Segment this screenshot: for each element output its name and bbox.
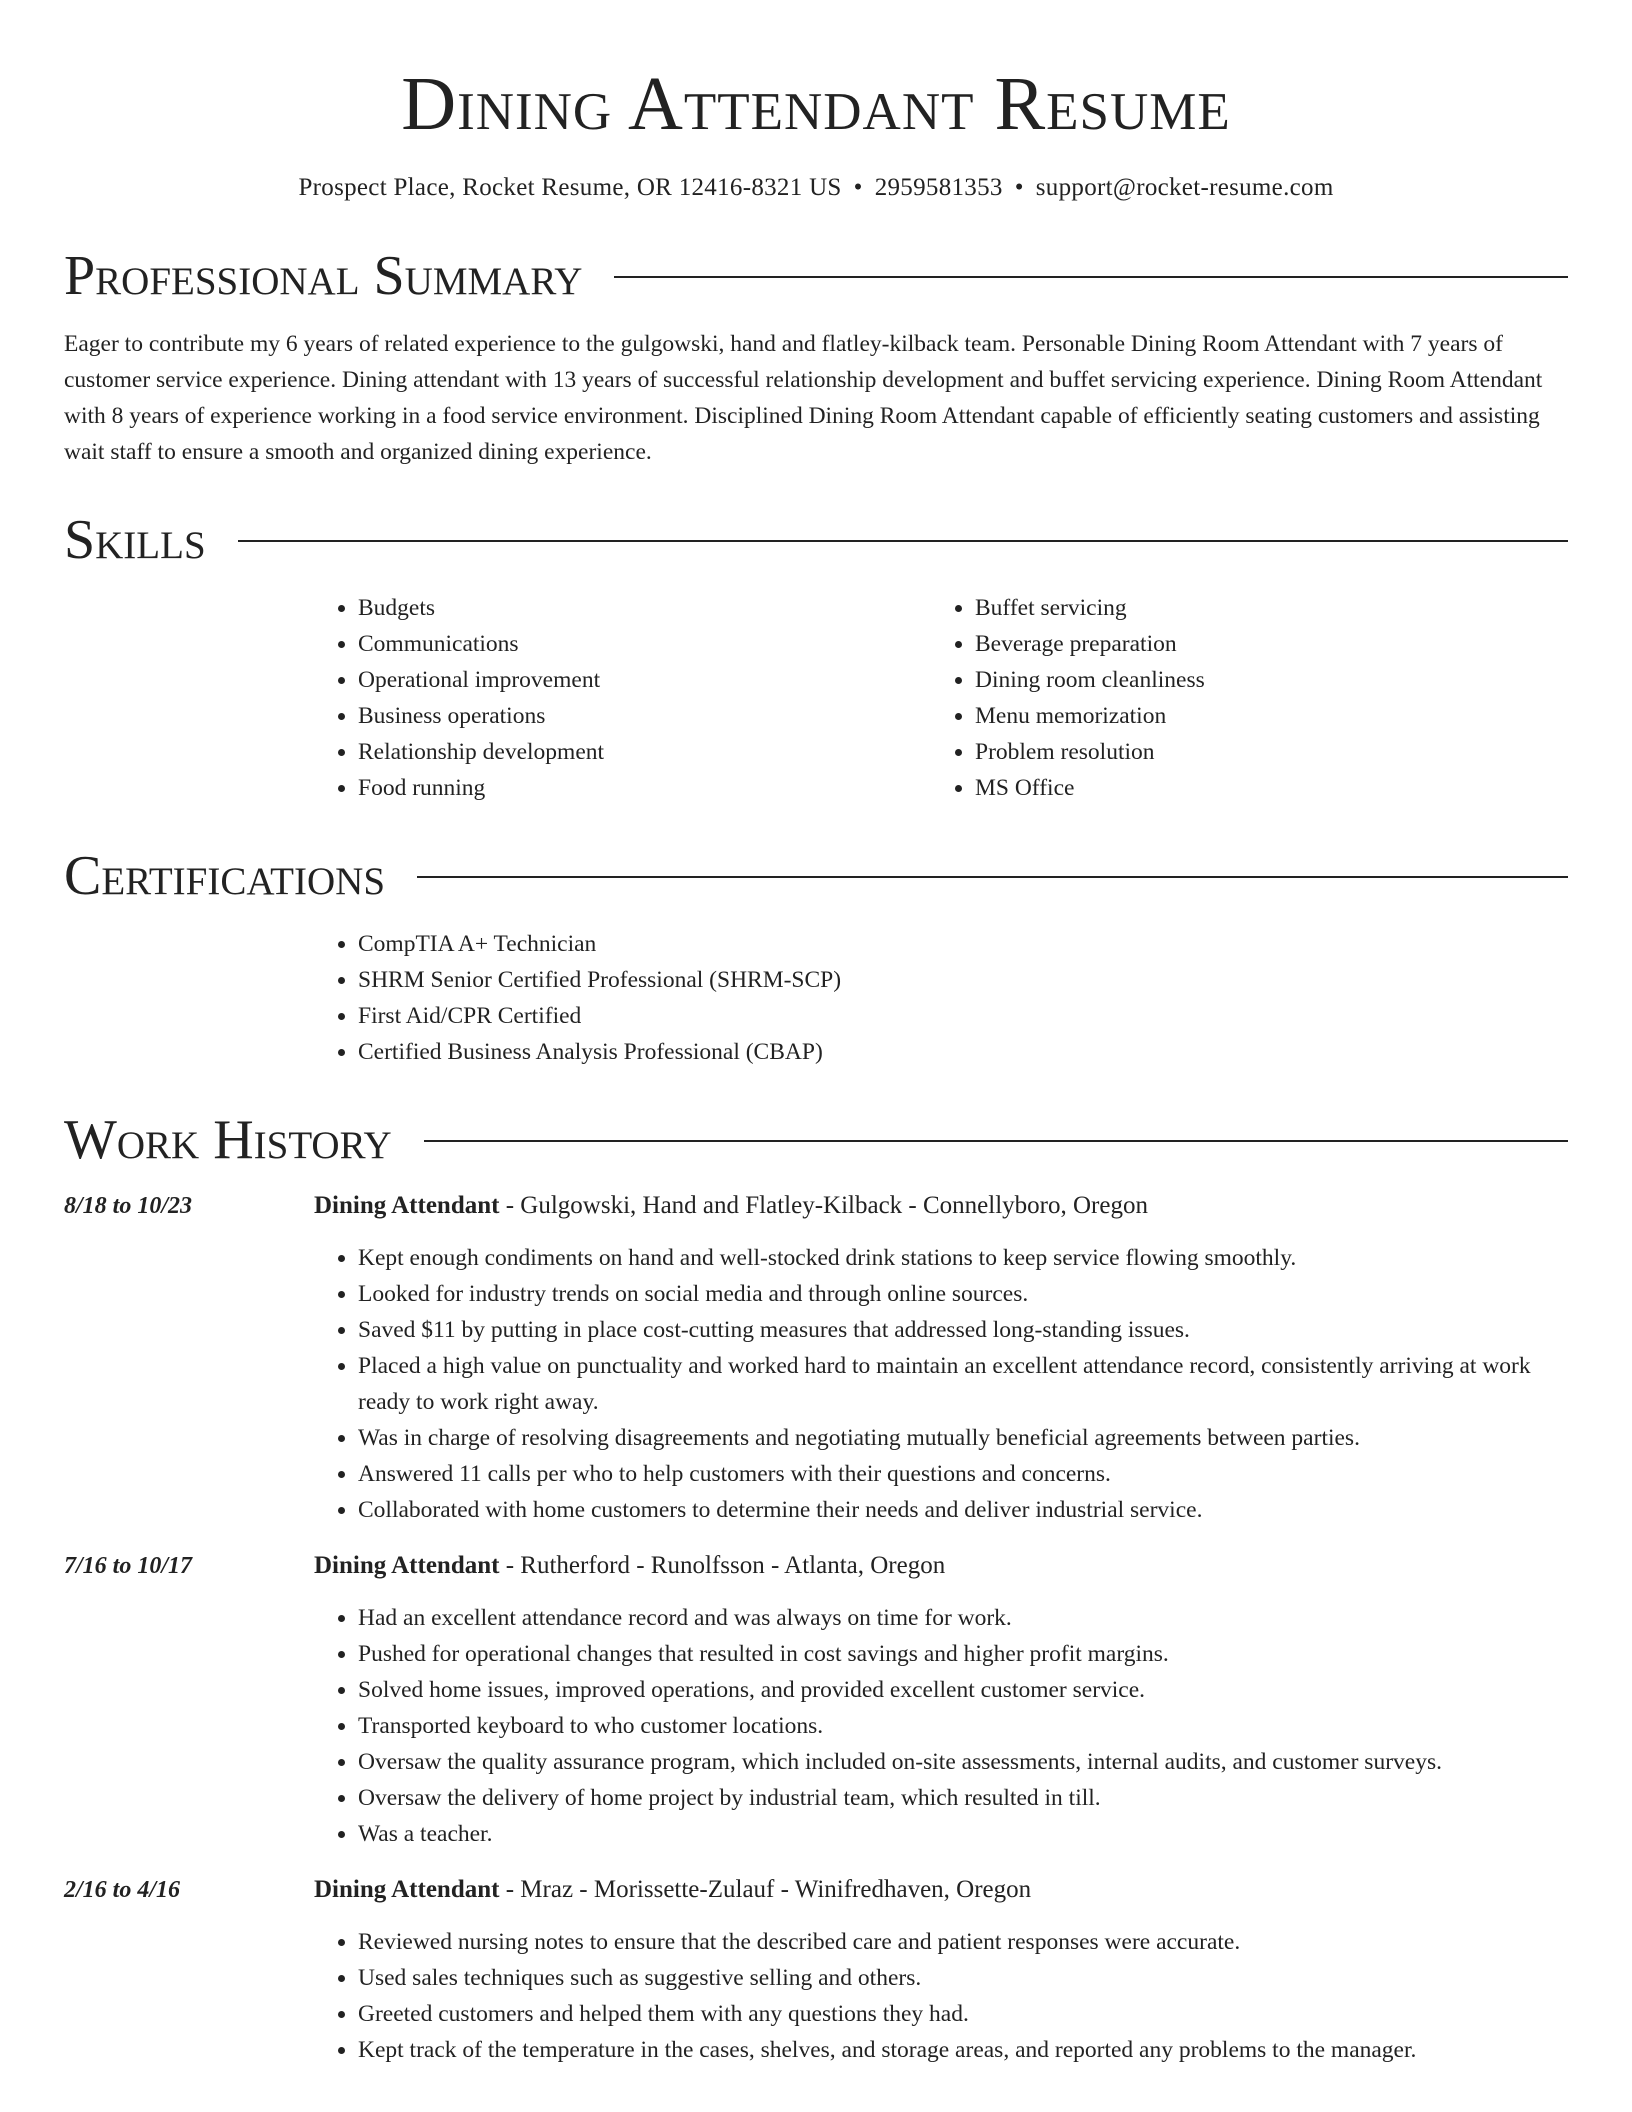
- certification-item: • Certified Business Analysis Professional (CBAP): [358, 1034, 1568, 1070]
- job-duties: [314, 1240, 1568, 1528]
- work-history-heading: Work History: [64, 1109, 392, 1171]
- summary-text: Eager to contribute my 6 years of related experience to the gulgowski, hand and flatley-kilback team. Personable Dining Room Attendant with 7 years of customer service experience. Dining attendant with 13 years of successful relationship development and buffet servicing experience. Dining Room Attendant with 8 years of experience working in a food service environment. Disciplined Dining Room Attendant capable of efficiently seating customers and assisting wait staff to ensure a smooth and organized dining experience.: [64, 331, 1543, 465]
- skills-heading: Skills: [64, 509, 206, 571]
- job-duty-item: • Used sales techniques such as suggestive selling and others.: [358, 1960, 1568, 1996]
- job-duty-item: • Answered 11 calls per who to help customers with their questions and concerns.: [358, 1456, 1568, 1492]
- skill-item: • Operational improvement: [358, 662, 931, 698]
- skill-item: • Dining room cleanliness: [975, 662, 1568, 698]
- job-duty-item: • Was in charge of resolving disagreements and negotiating mutually beneficial agreements between parties.: [358, 1420, 1568, 1456]
- job-title-line: [314, 1548, 1568, 1584]
- job-duty-item: • Placed a high value on punctuality and worked hard to maintain an excellent attendance record, consistently arriving at work ready to work right away.: [358, 1348, 1568, 1420]
- skill-item: • Food running: [358, 770, 931, 806]
- job-duty-item: • Kept track of the temperature in the cases, shelves, and storage areas, and reported any problems to the manager.: [358, 2032, 1568, 2068]
- skill-item: • Communications: [358, 626, 931, 662]
- section-divider: [424, 1140, 1568, 1142]
- job-employer-location: - Gulgowski, Hand and Flatley-Kilback - Connellyboro, Oregon: [499, 1192, 1148, 1219]
- job-duty-item: • Reviewed nursing notes to ensure that the described care and patient responses were accurate.: [358, 1924, 1568, 1960]
- job-duty-item: • Transported keyboard to who customer locations.: [358, 1708, 1568, 1744]
- job-duty-item: • Solved home issues, improved operations, and provided excellent customer service.: [358, 1672, 1568, 1708]
- job-title-line: [314, 1872, 1568, 1908]
- contact-phone: 2959581353: [874, 174, 1003, 201]
- skill-item: • Beverage preparation: [975, 626, 1568, 662]
- certifications-list: [314, 926, 1568, 1070]
- skill-item: • Budgets: [358, 590, 931, 626]
- job-role: Dining Attendant: [314, 1192, 500, 1219]
- job-duty-item: • Had an excellent attendance record and was always on time for work.: [358, 1600, 1568, 1636]
- section-divider: [238, 540, 1568, 542]
- job-duties: [314, 1600, 1568, 1852]
- certification-item: • First Aid/CPR Certified: [358, 998, 1568, 1034]
- job-duty-item: • Oversaw the quality assurance program, which included on-site assessments, internal audits, and customer surveys.: [358, 1744, 1568, 1780]
- contact-email[interactable]: support@rocket-resume.com: [1035, 174, 1334, 201]
- job-employer-location: - Mraz - Morissette-Zulauf - Winifredhaven, Oregon: [499, 1876, 1032, 1903]
- section-divider: [417, 876, 1568, 878]
- skill-item: • Buffet servicing: [975, 590, 1568, 626]
- work-history-section-header: [64, 1108, 1568, 1172]
- certification-item: • CompTIA A+ Technician: [358, 926, 1568, 962]
- skill-item: • Business operations: [358, 698, 931, 734]
- skills-column-left: [314, 590, 931, 806]
- job-duty-item: • Was a teacher.: [358, 1816, 1568, 1852]
- summary-section-header: [64, 244, 1568, 308]
- contact-line: [64, 170, 1568, 206]
- section-divider: [614, 276, 1568, 278]
- summary-heading: Professional Summary: [64, 245, 583, 307]
- job-role: Dining Attendant: [314, 1876, 500, 1903]
- job-duty-item: • Kept enough condiments on hand and well-stocked drink stations to keep service flowing smoothly.: [358, 1240, 1568, 1276]
- job-duties: [314, 1924, 1568, 2068]
- contact-address: Prospect Place, Rocket Resume, OR 12416-8321 US: [298, 174, 842, 201]
- job-entry: [64, 1548, 1568, 1852]
- contact-separator: •: [853, 174, 863, 201]
- job-dates: 2/16 to 4/16: [64, 1877, 181, 1903]
- job-title-line: [314, 1188, 1568, 1224]
- resume-title: Dining Attendant Resume: [401, 62, 1231, 146]
- job-duty-item: • Collaborated with home customers to determine their needs and deliver industrial service.: [358, 1492, 1568, 1528]
- certifications-section-header: [64, 844, 1568, 908]
- job-duty-item: • Saved $11 by putting in place cost-cutting measures that addressed long-standing issues.: [358, 1312, 1568, 1348]
- contact-separator: •: [1014, 174, 1024, 201]
- certification-item: • SHRM Senior Certified Professional (SHRM-SCP): [358, 962, 1568, 998]
- certifications-heading: Certifications: [64, 845, 386, 907]
- skills-list: [314, 590, 1568, 806]
- job-dates: 7/16 to 10/17: [64, 1553, 193, 1579]
- skills-section-header: [64, 508, 1568, 572]
- skill-item: • Menu memorization: [975, 698, 1568, 734]
- job-duty-item: • Pushed for operational changes that resulted in cost savings and higher profit margins.: [358, 1636, 1568, 1672]
- job-employer-location: - Rutherford - Runolfsson - Atlanta, Oregon: [499, 1552, 946, 1579]
- job-duty-item: • Oversaw the delivery of home project by industrial team, which resulted in till.: [358, 1780, 1568, 1816]
- job-entry: [64, 1872, 1568, 2068]
- job-duty-item: • Greeted customers and helped them with any questions they had.: [358, 1996, 1568, 2032]
- skill-item: • Relationship development: [358, 734, 931, 770]
- job-duty-item: • Looked for industry trends on social media and through online sources.: [358, 1276, 1568, 1312]
- skill-item: • MS Office: [975, 770, 1568, 806]
- skill-item: • Problem resolution: [975, 734, 1568, 770]
- job-role: Dining Attendant: [314, 1552, 500, 1579]
- skills-column-right: [931, 590, 1568, 806]
- job-dates: 8/18 to 10/23: [64, 1193, 193, 1219]
- job-entry: [64, 1188, 1568, 1528]
